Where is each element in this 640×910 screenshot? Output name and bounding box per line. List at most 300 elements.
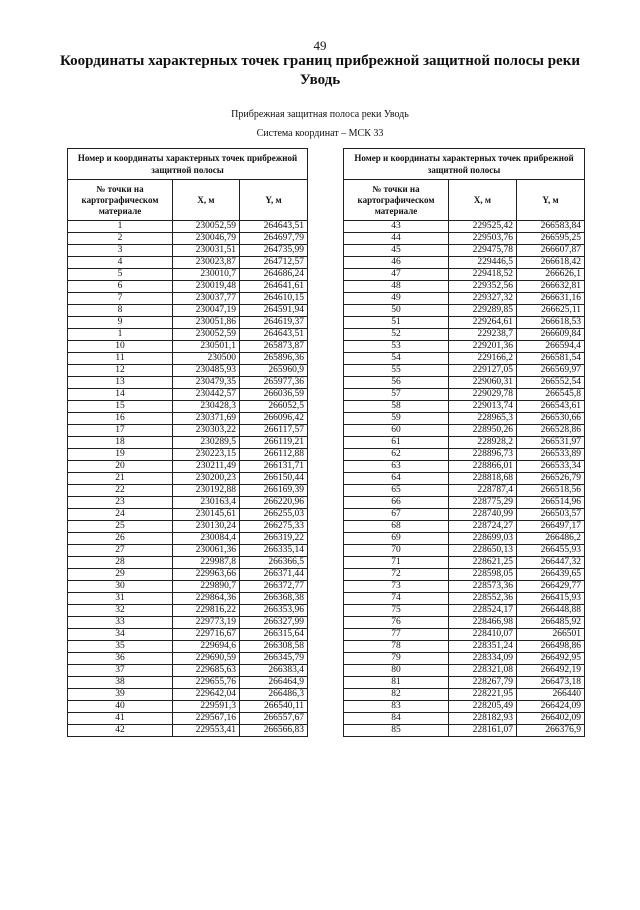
x-coordinate-cell: 229060,31	[449, 377, 517, 389]
table-row	[344, 521, 585, 533]
x-coordinate-cell: 229591,3	[173, 701, 240, 713]
point-number-cell: 13	[68, 377, 173, 389]
table-row	[68, 689, 308, 701]
table-row	[344, 701, 585, 713]
point-number-cell: 17	[68, 425, 173, 437]
y-coordinate-cell: 266319,22	[240, 533, 308, 545]
y-coordinate-cell: 266315,64	[240, 629, 308, 641]
x-coordinate-cell: 229963,66	[173, 569, 240, 581]
column-header-y: Y, м	[517, 180, 585, 221]
x-coordinate-cell: 230223,15	[173, 449, 240, 461]
point-number-cell: 59	[344, 413, 449, 425]
table-row	[344, 341, 585, 353]
point-number-cell: 11	[68, 353, 173, 365]
table-row	[344, 581, 585, 593]
x-coordinate-cell: 229503,76	[449, 233, 517, 245]
y-coordinate-cell: 266543,61	[517, 401, 585, 413]
table-row	[344, 569, 585, 581]
point-number-cell: 46	[344, 257, 449, 269]
x-coordinate-cell: 229418,52	[449, 269, 517, 281]
table-row	[68, 449, 308, 461]
table-row	[344, 245, 585, 257]
y-coordinate-cell: 266528,86	[517, 425, 585, 437]
point-number-cell: 31	[68, 593, 173, 605]
table-header-main: Номер и координаты характерных точек прибрежной защитной полосы	[344, 149, 585, 180]
point-number-cell: 24	[68, 509, 173, 521]
x-coordinate-cell: 230211,49	[173, 461, 240, 473]
y-coordinate-cell: 266618,42	[517, 257, 585, 269]
table-row	[344, 353, 585, 365]
x-coordinate-cell: 230031,51	[173, 245, 240, 257]
y-coordinate-cell: 266581,54	[517, 353, 585, 365]
x-coordinate-cell: 229238,7	[449, 329, 517, 341]
table-row	[344, 617, 585, 629]
table-row	[344, 233, 585, 245]
x-coordinate-cell: 230061,36	[173, 545, 240, 557]
y-coordinate-cell: 266497,17	[517, 521, 585, 533]
table-row	[68, 389, 308, 401]
table-row	[68, 593, 308, 605]
point-number-cell: 34	[68, 629, 173, 641]
point-number-cell: 36	[68, 653, 173, 665]
point-number-cell: 75	[344, 605, 449, 617]
x-coordinate-cell: 228866,01	[449, 461, 517, 473]
table-row	[68, 713, 308, 725]
table-row	[344, 473, 585, 485]
point-number-cell: 63	[344, 461, 449, 473]
y-coordinate-cell: 266464,9	[240, 677, 308, 689]
y-coordinate-cell: 266275,33	[240, 521, 308, 533]
table-row	[68, 581, 308, 593]
y-coordinate-cell: 266036,59	[240, 389, 308, 401]
y-coordinate-cell: 264643,51	[240, 329, 308, 341]
x-coordinate-cell: 229013,74	[449, 401, 517, 413]
x-coordinate-cell: 228724,27	[449, 521, 517, 533]
y-coordinate-cell: 266545,8	[517, 389, 585, 401]
y-coordinate-cell: 265873,87	[240, 341, 308, 353]
x-coordinate-cell: 230371,69	[173, 413, 240, 425]
y-coordinate-cell: 266327,99	[240, 617, 308, 629]
y-coordinate-cell: 266632,81	[517, 281, 585, 293]
x-coordinate-cell: 228787,4	[449, 485, 517, 497]
y-coordinate-cell: 266594,4	[517, 341, 585, 353]
table-row	[68, 461, 308, 473]
y-coordinate-cell: 266052,5	[240, 401, 308, 413]
table-row	[68, 605, 308, 617]
point-number-cell: 60	[344, 425, 449, 437]
table-body-right	[344, 221, 585, 737]
x-coordinate-cell: 230479,35	[173, 377, 240, 389]
table-row	[68, 305, 308, 317]
table-row	[68, 413, 308, 425]
point-number-cell: 7	[68, 293, 173, 305]
table-row	[68, 401, 308, 413]
point-number-cell: 62	[344, 449, 449, 461]
x-coordinate-cell: 228267,79	[449, 677, 517, 689]
table-row	[68, 293, 308, 305]
table-row	[68, 473, 308, 485]
y-coordinate-cell: 265960,9	[240, 365, 308, 377]
table-row	[68, 677, 308, 689]
y-coordinate-cell: 264591,94	[240, 305, 308, 317]
x-coordinate-cell: 229553,41	[173, 725, 240, 737]
point-number-cell: 9	[68, 317, 173, 329]
y-coordinate-cell: 266607,87	[517, 245, 585, 257]
table-row	[344, 293, 585, 305]
point-number-cell: 61	[344, 437, 449, 449]
y-coordinate-cell: 266439,65	[517, 569, 585, 581]
x-coordinate-cell: 228182,93	[449, 713, 517, 725]
x-coordinate-cell: 229642,04	[173, 689, 240, 701]
x-coordinate-cell: 228621,25	[449, 557, 517, 569]
table-row	[344, 437, 585, 449]
y-coordinate-cell: 266455,93	[517, 545, 585, 557]
x-coordinate-cell: 229352,56	[449, 281, 517, 293]
column-header-point: № точки на картографическом материале	[68, 180, 173, 221]
x-coordinate-cell: 230442,57	[173, 389, 240, 401]
table-row	[68, 569, 308, 581]
point-number-cell: 64	[344, 473, 449, 485]
point-number-cell: 8	[68, 305, 173, 317]
y-coordinate-cell: 264712,57	[240, 257, 308, 269]
y-coordinate-cell: 266552,54	[517, 377, 585, 389]
column-header-y: Y, м	[240, 180, 308, 221]
table-row	[68, 377, 308, 389]
y-coordinate-cell: 266485,92	[517, 617, 585, 629]
point-number-cell: 53	[344, 341, 449, 353]
point-number-cell: 58	[344, 401, 449, 413]
point-number-cell: 28	[68, 557, 173, 569]
y-coordinate-cell: 266150,44	[240, 473, 308, 485]
y-coordinate-cell: 266569,97	[517, 365, 585, 377]
x-coordinate-cell: 229475,78	[449, 245, 517, 257]
y-coordinate-cell: 266595,25	[517, 233, 585, 245]
point-number-cell: 1	[68, 329, 173, 341]
y-coordinate-cell: 266609,84	[517, 329, 585, 341]
table-row	[68, 425, 308, 437]
x-coordinate-cell: 229029,78	[449, 389, 517, 401]
point-number-cell: 54	[344, 353, 449, 365]
y-coordinate-cell: 266112,88	[240, 449, 308, 461]
x-coordinate-cell: 230052,59	[173, 221, 240, 233]
point-number-cell: 16	[68, 413, 173, 425]
y-coordinate-cell: 266371,44	[240, 569, 308, 581]
x-coordinate-cell: 229264,61	[449, 317, 517, 329]
x-coordinate-cell: 230019,48	[173, 281, 240, 293]
table-row	[344, 497, 585, 509]
point-number-cell: 68	[344, 521, 449, 533]
point-number-cell: 20	[68, 461, 173, 473]
table-row	[68, 257, 308, 269]
x-coordinate-cell: 228321,08	[449, 665, 517, 677]
table-row	[344, 461, 585, 473]
point-number-cell: 23	[68, 497, 173, 509]
point-number-cell: 45	[344, 245, 449, 257]
y-coordinate-cell: 266492,95	[517, 653, 585, 665]
y-coordinate-cell: 264610,15	[240, 293, 308, 305]
table-row	[344, 377, 585, 389]
y-coordinate-cell: 266618,53	[517, 317, 585, 329]
point-number-cell: 50	[344, 305, 449, 317]
x-coordinate-cell: 230046,79	[173, 233, 240, 245]
table-row	[344, 449, 585, 461]
x-coordinate-cell: 229987,8	[173, 557, 240, 569]
point-number-cell: 56	[344, 377, 449, 389]
point-number-cell: 81	[344, 677, 449, 689]
y-coordinate-cell: 265977,36	[240, 377, 308, 389]
point-number-cell: 51	[344, 317, 449, 329]
x-coordinate-cell: 230289,5	[173, 437, 240, 449]
table-row	[68, 497, 308, 509]
table-row	[344, 305, 585, 317]
point-number-cell: 26	[68, 533, 173, 545]
y-coordinate-cell: 266353,96	[240, 605, 308, 617]
point-number-cell: 84	[344, 713, 449, 725]
column-header-x: X, м	[173, 180, 240, 221]
y-coordinate-cell: 266402,09	[517, 713, 585, 725]
y-coordinate-cell: 266335,14	[240, 545, 308, 557]
table-row	[68, 521, 308, 533]
point-number-cell: 44	[344, 233, 449, 245]
x-coordinate-cell: 230485,93	[173, 365, 240, 377]
y-coordinate-cell: 266503,57	[517, 509, 585, 521]
table-row	[68, 329, 308, 341]
coordinates-table-left	[67, 148, 308, 737]
table-row	[344, 221, 585, 233]
point-number-cell: 37	[68, 665, 173, 677]
x-coordinate-cell: 230192,88	[173, 485, 240, 497]
point-number-cell: 3	[68, 245, 173, 257]
y-coordinate-cell: 266531,97	[517, 437, 585, 449]
y-coordinate-cell: 264643,51	[240, 221, 308, 233]
x-coordinate-cell: 229166,2	[449, 353, 517, 365]
y-coordinate-cell: 266530,66	[517, 413, 585, 425]
table-row	[68, 437, 308, 449]
y-coordinate-cell: 266518,56	[517, 485, 585, 497]
x-coordinate-cell: 230303,22	[173, 425, 240, 437]
point-number-cell: 35	[68, 641, 173, 653]
x-coordinate-cell: 229890,7	[173, 581, 240, 593]
point-number-cell: 38	[68, 677, 173, 689]
x-coordinate-cell: 230023,87	[173, 257, 240, 269]
point-number-cell: 42	[68, 725, 173, 737]
x-coordinate-cell: 228524,17	[449, 605, 517, 617]
table-row	[344, 533, 585, 545]
y-coordinate-cell: 266533,89	[517, 449, 585, 461]
table-row	[344, 317, 585, 329]
y-coordinate-cell: 266626,1	[517, 269, 585, 281]
y-coordinate-cell: 266631,16	[517, 293, 585, 305]
y-coordinate-cell: 266096,42	[240, 413, 308, 425]
y-coordinate-cell: 266440	[517, 689, 585, 701]
x-coordinate-cell: 229685,63	[173, 665, 240, 677]
y-coordinate-cell: 266429,77	[517, 581, 585, 593]
point-number-cell: 79	[344, 653, 449, 665]
x-coordinate-cell: 230501,1	[173, 341, 240, 353]
table-row	[68, 221, 308, 233]
x-coordinate-cell: 229446,5	[449, 257, 517, 269]
table-row	[68, 701, 308, 713]
x-coordinate-cell: 228775,29	[449, 497, 517, 509]
table-row	[68, 557, 308, 569]
x-coordinate-cell: 230200,23	[173, 473, 240, 485]
point-number-cell: 52	[344, 329, 449, 341]
y-coordinate-cell: 266625,11	[517, 305, 585, 317]
x-coordinate-cell: 230084,4	[173, 533, 240, 545]
x-coordinate-cell: 228334,09	[449, 653, 517, 665]
x-coordinate-cell: 228573,36	[449, 581, 517, 593]
y-coordinate-cell: 266372,77	[240, 581, 308, 593]
point-number-cell: 77	[344, 629, 449, 641]
point-number-cell: 83	[344, 701, 449, 713]
point-number-cell: 1	[68, 221, 173, 233]
x-coordinate-cell: 229127,05	[449, 365, 517, 377]
y-coordinate-cell: 266366,5	[240, 557, 308, 569]
x-coordinate-cell: 228466,98	[449, 617, 517, 629]
x-coordinate-cell: 229716,67	[173, 629, 240, 641]
x-coordinate-cell: 228928,2	[449, 437, 517, 449]
x-coordinate-cell: 230145,61	[173, 509, 240, 521]
x-coordinate-cell: 229773,19	[173, 617, 240, 629]
y-coordinate-cell: 264619,37	[240, 317, 308, 329]
x-coordinate-cell: 228161,07	[449, 725, 517, 737]
point-number-cell: 32	[68, 605, 173, 617]
y-coordinate-cell: 264686,24	[240, 269, 308, 281]
point-number-cell: 4	[68, 257, 173, 269]
table-row	[68, 641, 308, 653]
point-number-cell: 39	[68, 689, 173, 701]
y-coordinate-cell: 266583,84	[517, 221, 585, 233]
table-body-left	[68, 221, 308, 737]
table-row	[68, 545, 308, 557]
point-number-cell: 33	[68, 617, 173, 629]
table-row	[68, 281, 308, 293]
point-number-cell: 72	[344, 569, 449, 581]
point-number-cell: 85	[344, 725, 449, 737]
x-coordinate-cell: 228818,68	[449, 473, 517, 485]
y-coordinate-cell: 266415,93	[517, 593, 585, 605]
point-number-cell: 69	[344, 533, 449, 545]
table-row	[344, 677, 585, 689]
point-number-cell: 70	[344, 545, 449, 557]
table-row	[68, 509, 308, 521]
y-coordinate-cell: 266119,21	[240, 437, 308, 449]
y-coordinate-cell: 266376,9	[517, 725, 585, 737]
point-number-cell: 41	[68, 713, 173, 725]
point-number-cell: 10	[68, 341, 173, 353]
point-number-cell: 47	[344, 269, 449, 281]
y-coordinate-cell: 264641,61	[240, 281, 308, 293]
x-coordinate-cell: 228221,95	[449, 689, 517, 701]
y-coordinate-cell: 266557,67	[240, 713, 308, 725]
table-row	[344, 365, 585, 377]
y-coordinate-cell: 266514,96	[517, 497, 585, 509]
x-coordinate-cell: 230037,77	[173, 293, 240, 305]
table-row	[344, 413, 585, 425]
point-number-cell: 15	[68, 401, 173, 413]
x-coordinate-cell: 229816,22	[173, 605, 240, 617]
y-coordinate-cell: 266169,39	[240, 485, 308, 497]
point-number-cell: 21	[68, 473, 173, 485]
point-number-cell: 6	[68, 281, 173, 293]
x-coordinate-cell: 230130,24	[173, 521, 240, 533]
point-number-cell: 71	[344, 557, 449, 569]
coordinates-table-right	[343, 148, 585, 737]
table-row	[344, 593, 585, 605]
y-coordinate-cell: 266473,18	[517, 677, 585, 689]
table-row	[344, 605, 585, 617]
point-number-cell: 82	[344, 689, 449, 701]
y-coordinate-cell: 266486,2	[517, 533, 585, 545]
x-coordinate-cell: 228699,03	[449, 533, 517, 545]
point-number-cell: 27	[68, 545, 173, 557]
point-number-cell: 49	[344, 293, 449, 305]
table-row	[344, 629, 585, 641]
point-number-cell: 74	[344, 593, 449, 605]
table-row	[344, 281, 585, 293]
x-coordinate-cell: 229525,42	[449, 221, 517, 233]
page-title: Координаты характерных точек границ прибрежной защитной полосы реки Уводь	[59, 53, 580, 88]
x-coordinate-cell: 229201,36	[449, 341, 517, 353]
point-number-cell: 76	[344, 617, 449, 629]
x-coordinate-cell: 228950,26	[449, 425, 517, 437]
y-coordinate-cell: 266383,4	[240, 665, 308, 677]
table-row	[344, 269, 585, 281]
y-coordinate-cell: 266220,96	[240, 497, 308, 509]
y-coordinate-cell: 266131,71	[240, 461, 308, 473]
x-coordinate-cell: 229567,16	[173, 713, 240, 725]
point-number-cell: 55	[344, 365, 449, 377]
x-coordinate-cell: 229864,36	[173, 593, 240, 605]
table-row	[344, 545, 585, 557]
table-subtitle: Прибрежная защитная полоса реки Уводь	[231, 109, 409, 120]
x-coordinate-cell: 230051,86	[173, 317, 240, 329]
point-number-cell: 43	[344, 221, 449, 233]
x-coordinate-cell: 228351,24	[449, 641, 517, 653]
x-coordinate-cell: 230428,3	[173, 401, 240, 413]
y-coordinate-cell: 266540,11	[240, 701, 308, 713]
point-number-cell: 48	[344, 281, 449, 293]
y-coordinate-cell: 264735,99	[240, 245, 308, 257]
table-row	[68, 269, 308, 281]
x-coordinate-cell: 229694,6	[173, 641, 240, 653]
table-row	[68, 317, 308, 329]
table-row	[344, 485, 585, 497]
point-number-cell: 18	[68, 437, 173, 449]
y-coordinate-cell: 266368,38	[240, 593, 308, 605]
table-row	[68, 617, 308, 629]
x-coordinate-cell: 230047,19	[173, 305, 240, 317]
point-number-cell: 66	[344, 497, 449, 509]
table-row	[68, 485, 308, 497]
table-row	[344, 725, 585, 737]
point-number-cell: 57	[344, 389, 449, 401]
table-row	[68, 245, 308, 257]
x-coordinate-cell: 229327,32	[449, 293, 517, 305]
y-coordinate-cell: 266424,09	[517, 701, 585, 713]
x-coordinate-cell: 228552,36	[449, 593, 517, 605]
y-coordinate-cell: 265896,36	[240, 353, 308, 365]
table-row	[344, 329, 585, 341]
y-coordinate-cell: 266117,57	[240, 425, 308, 437]
x-coordinate-cell: 228965,3	[449, 413, 517, 425]
point-number-cell: 73	[344, 581, 449, 593]
table-row	[344, 509, 585, 521]
y-coordinate-cell: 266447,32	[517, 557, 585, 569]
x-coordinate-cell: 228598,05	[449, 569, 517, 581]
table-row	[68, 365, 308, 377]
point-number-cell: 2	[68, 233, 173, 245]
